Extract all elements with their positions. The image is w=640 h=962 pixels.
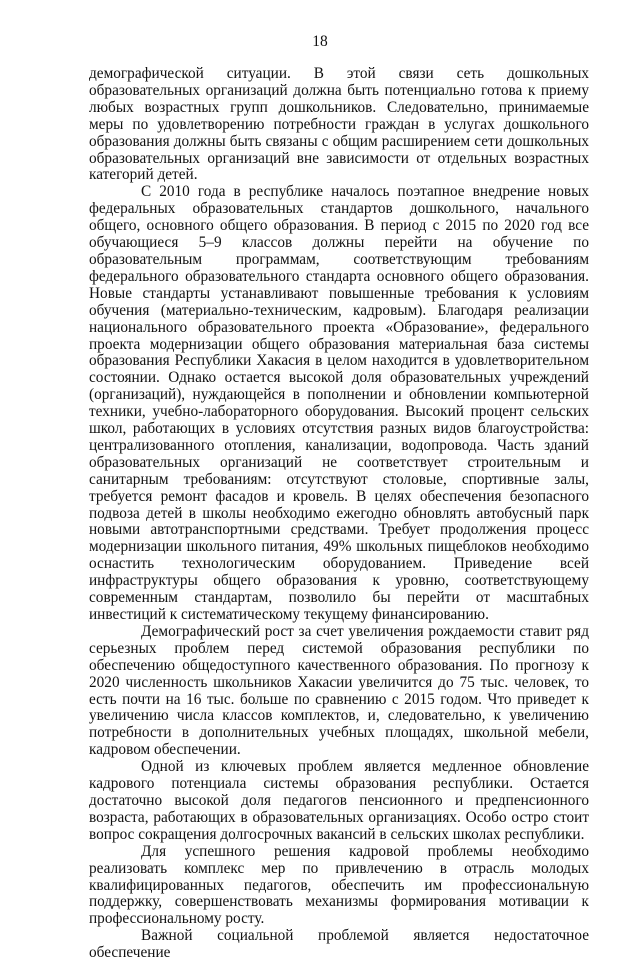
document-body [89, 66, 589, 962]
paragraph: Для успешного решения кадровой проблемы необходимо реализовать комплекс мер по привлечению в отрасль молодых квалифицированных педагогов, обеспечить им профессиональную поддержку, совершенствовать механизмы формирования мотивации к профессиональному росту. [89, 842, 589, 928]
paragraph: С 2010 года в республике началось поэтапное внедрение новых федеральных образовательных стандартов дошкольного, начального общего, основного общего образования. В период с 2015 по 2020 год все обучающиеся 5–9 классов должны перейти на обучение по образовательным программам, соответствующим требованиям федерального образовательного стандарта основного общего образования. Новые стандарты устанавливают повышенные требования к условиям обучения (материально-техническим, кадровым). Благодаря реализации национального образовательного проекта «Образование», федерального проекта модернизации общего образования материальная база системы образования Республики Хакасия в целом находится в удовлетворительном состоянии. Однако остается высокой доля образовательных учреждений (организаций), нуждающейся в пополнении и обновлении компьютерной техники, учебно-лабораторного оборудования. Высокий процент сельских школ, работающих в условиях отсутствия разных видов благоустройства: централизованного отопления, канализации, водопровода. Часть зданий образовательных организаций не соответствует строительным и санитарным требованиям: отсутствуют столовые, спортивные залы, требуется ремонт фасадов и кровель. В целях обеспечения безопасного подвоза детей в школы необходимо ежегодно обновлять автобусный парк новыми автотранспортными средствами. Требует продолжения процесс модернизации школьного питания, 49% школьных пищеблоков необходимо оснастить технологическим оборудованием. Приведение всей инфраструктуры общего образования к уровню, соответствующему современным стандартам, позволило бы перейти от масштабных инвестиций к систематическому текущему финансированию. [89, 183, 589, 623]
paragraph: Одной из ключевых проблем является медленное обновление кадрового потенциала системы образования республики. Остается достаточно высокой доля педагогов пенсионного и предпенсионного возраста, работающих в образовательных организациях. Особо остро стоит вопрос сокращения долгосрочных вакансий в сельских школах республики. [89, 758, 589, 843]
page-number: 18 [312, 33, 328, 50]
paragraph: демографической ситуации. В этой связи сеть дошкольных образовательных организаций должна быть потенциально готова к приему любых возрастных групп дошкольников. Следовательно, принимаемые меры по удовлетворению потребности граждан в услугах дошкольного образования должны быть связаны с общим расширением сети дошкольных образовательных организаций вне зависимости от отдельных возрастных категорий детей. [89, 65, 589, 184]
paragraph: Важной социальной проблемой является недостаточное обеспечение [89, 927, 589, 962]
paragraph: Демографический рост за счет увеличения рождаемости ставит ряд серьезных проблем перед системой образования республики по обеспечению общедоступного качественного образования. По прогнозу к 2020 численность школьников Хакасии увеличится до 75 тыс. человек, то есть почти на 16 тыс. больше по сравнению с 2015 годом. Что приведет к увеличению числа классов комплектов, и, следовательно, к увеличению потребности в дополнительных учебных площадях, школьной мебели, кадровом обеспечении. [89, 622, 589, 759]
